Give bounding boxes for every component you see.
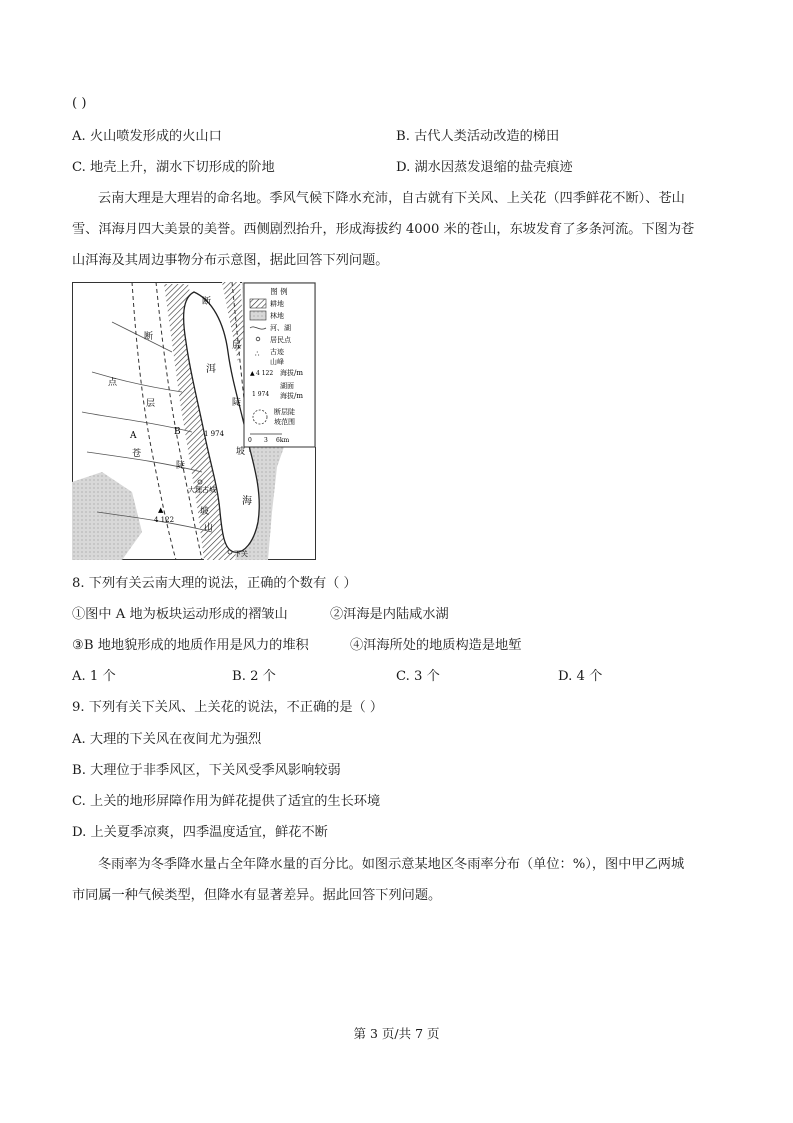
prev-option-b: B. 古代人类活动改造的梯田 — [396, 129, 560, 144]
legend-peak-icon: ▲ — [250, 370, 255, 377]
passage1-line-2: 雪、洱海月四大美景的美誉。西侧剧烈抬升，形成海拔约 4000 米的苍山，东坡发育了多条河流。下图为苍 — [72, 222, 695, 237]
legend-peak-elev: 海拔/m — [280, 369, 303, 377]
q9-option-b: B. 大理位于非季风区，下关风受季风影响较弱 — [72, 763, 341, 778]
legend-lake-value: 1 974 — [252, 391, 270, 398]
label-fault-left-mid: 点 — [108, 378, 118, 388]
legend-title: 图 例 — [270, 287, 288, 296]
label-mountain-2: 山 — [204, 523, 214, 533]
q9-option-a: A. 大理的下关风在夜间尤为强烈 — [72, 732, 262, 747]
label-fault-left-4: 坡 — [200, 507, 210, 517]
q8-option-b: B. 2 个 — [232, 669, 276, 684]
q8-item-2: ②洱海是内陆咸水湖 — [330, 607, 449, 622]
legend-swatch-forest — [250, 311, 266, 320]
legend-swatch-farmland — [250, 299, 266, 308]
legend-fault-2: 坡范围 — [274, 418, 295, 426]
label-lake-elevation: 1 974 — [204, 430, 225, 438]
legend-monument-icon: ∴ — [255, 350, 260, 358]
label-lake-2: 海 — [242, 496, 252, 507]
legend-peak-value: 4 122 — [256, 370, 274, 377]
label-lake-1: 洱 — [206, 364, 216, 375]
legend-settlement: 居民点 — [270, 336, 291, 344]
q9-stem: 9. 下列有关下关风、上关花的说法，不正确的是（ ） — [72, 700, 384, 715]
passage2-line-2: 市同属一种气候类型，但降水有显著差异。据此回答下列问题。 — [72, 888, 442, 903]
legend-scale-3: 3 — [264, 437, 268, 444]
passage1-line-3: 山洱海及其周边事物分布示意图，据此回答下列问题。 — [72, 253, 389, 268]
passage1-line-1: 云南大理是大理岩的命名地。季风气候下降水充沛，自古就有下关风、上关花（四季鲜花不断）、苍山 — [98, 191, 685, 206]
label-fault-left-2: 层 — [146, 399, 156, 409]
prev-option-d: D. 湖水因蒸发退缩的盐壳痕迹 — [396, 160, 573, 175]
label-fault-right-4: 坡 — [236, 447, 246, 457]
prev-option-a: A. 火山喷发形成的火山口 — [72, 129, 222, 144]
q9-option-d: D. 上关夏季凉爽，四季温度适宜，鲜花不断 — [72, 825, 328, 840]
prev-option-c: C. 地壳上升，湖水下切形成的阶地 — [72, 160, 275, 175]
label-xiaguan: 下关 — [234, 550, 248, 558]
q8-option-c: C. 3 个 — [396, 669, 440, 684]
q8-stem: 8. 下列有关云南大理的说法，正确的个数有（ ） — [72, 576, 357, 591]
label-fault-left-3: 陡 — [176, 461, 186, 471]
q8-item-1: ①图中 A 地为板块运动形成的褶皱山 — [72, 607, 288, 622]
q8-item-3: ③B 地地貌形成的地质作用是风力的堆积 — [72, 638, 309, 653]
legend-farmland: 耕地 — [270, 300, 284, 308]
label-peak-elevation: 4 122 — [154, 516, 175, 524]
label-fault-left-1: 断 — [144, 332, 154, 342]
legend-lake-elev: 海拔/m — [280, 392, 303, 400]
legend-peak: 山峰 — [270, 358, 284, 366]
q8-option-a: A. 1 个 — [72, 669, 116, 684]
q8-item-4: ④洱海所处的地质构造是地堑 — [350, 638, 522, 653]
label-point-a: A — [130, 431, 137, 441]
legend-river-lake: 河、湖 — [270, 324, 291, 332]
q9-option-c: C. 上关的地形屏障作用为鲜花提供了适宜的生长环境 — [72, 794, 381, 809]
label-fault-right-1: 断 — [202, 297, 212, 307]
label-old-town: 大理古城 — [188, 486, 216, 494]
cangshan-erhai-map — [72, 282, 316, 560]
legend-lake-surface: 湖面 — [280, 382, 294, 390]
legend-scale-6: 6km — [276, 437, 290, 444]
passage2-line-1: 冬雨率为冬季降水量占全年降水量的百分比。如图示意某地区冬雨率分布（单位：%），图中甲乙两城 — [98, 857, 685, 872]
label-fault-right-2: 层 — [232, 341, 242, 351]
label-mountain-1: 苍 — [132, 449, 142, 459]
legend-fault-1: 断层陡 — [274, 408, 295, 416]
label-fault-right-3: 陡 — [232, 398, 242, 408]
peak-icon: ▲ — [158, 506, 164, 514]
label-point-b: B — [174, 427, 181, 437]
q8-option-d: D. 4 个 — [558, 669, 603, 684]
page-footer: 第 3 页/共 7 页 — [353, 1026, 440, 1041]
legend-forest: 林地 — [270, 312, 284, 320]
prev-question-bracket: ( ) — [72, 96, 87, 111]
legend-scale-0: 0 — [248, 437, 252, 444]
legend-monument: 古迹 — [270, 348, 284, 356]
